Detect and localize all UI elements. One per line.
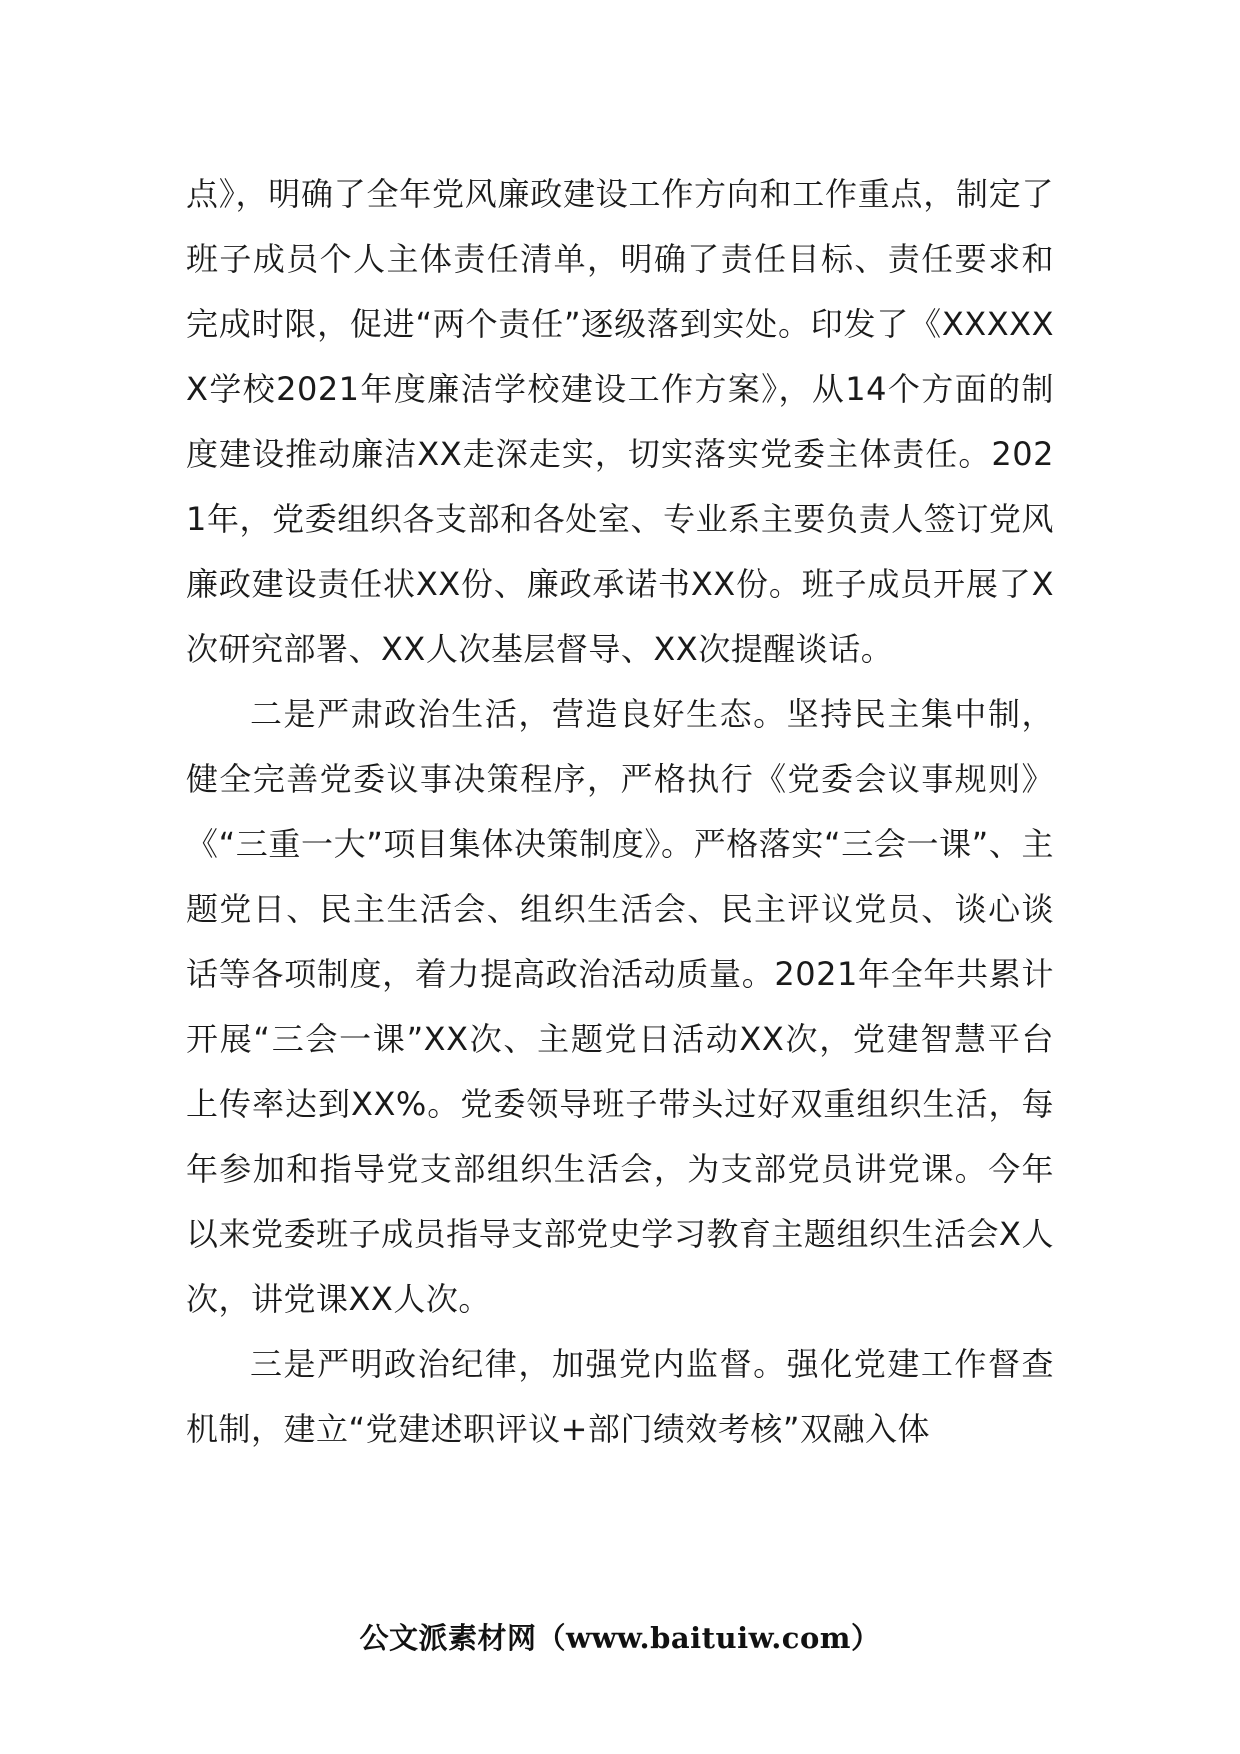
paragraph-1: 点》，明确了全年党风廉政建设工作方向和工作重点，制定了班子成员个人主体责任清单，明确了责任目标、责任要求和完成时限，促进“两个责任”逐级落到实处。印发了《XXXXXX学校2021年度廉洁学校建设工作方案》，从14个方面的制度建设推动廉洁XX走深走实，切实落实党委主体责任。2021年，党委组织各支部和各处室、专业系主要负责人签订党风廉政建设责任状XX份、廉政承诺书XX份。班子成员开展了X次研究部署、XX人次基层督导、XX次提醒谈话。 (186, 175, 1054, 668)
paragraph-3: 三是严明政治纪律，加强党内监督。强化党建工作督查机制，建立“党建述职评议+部门绩效考核”双融入体 (186, 1345, 1054, 1448)
document-body (186, 162, 1054, 1462)
paragraph-2: 二是严肃政治生活，营造良好生态。坚持民主集中制，健全完善党委议事决策程序，严格执行《党委会议事规则》《“三重一大”项目集体决策制度》。严格落实“三会一课”、主题党日、民主生活会、组织生活会、民主评议党员、谈心谈话等各项制度，着力提高政治活动质量。2021年全年共累计开展“三会一课”XX次、主题党日活动XX次，党建智慧平台上传率达到XX%。党委领导班子带头过好双重组织生活，每年参加和指导党支部组织生活会，为支部党员讲党课。今年以来党委班子成员指导支部党史学习教育主题组织生活会X人次，讲党课XX人次。 (186, 695, 1054, 1318)
footer-watermark-text: 公文派素材网（www.baituiw.com） (359, 1621, 881, 1655)
